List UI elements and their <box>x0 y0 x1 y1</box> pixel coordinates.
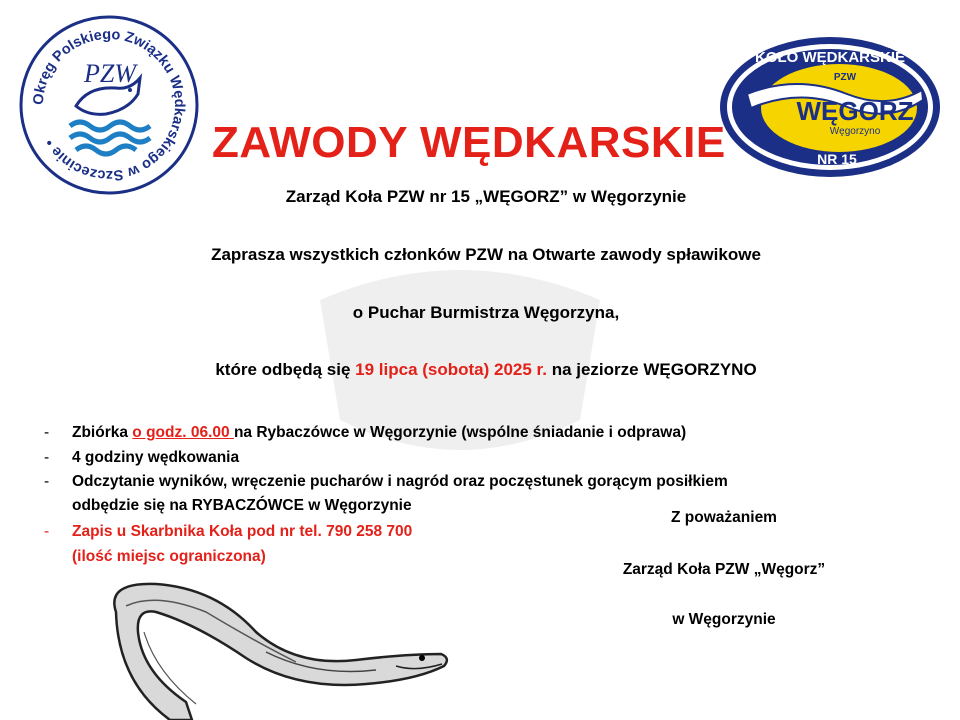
list-item-results-cont <box>72 497 412 515</box>
right-logo-pzw: PZW <box>833 72 857 83</box>
list-item-registration <box>44 523 413 541</box>
list-item-gathering <box>44 424 687 442</box>
line-invitation: Zaprasza wszystkich członków PZW na Otwarte zawody spławikowe <box>211 245 761 264</box>
list-item-duration <box>44 449 240 467</box>
signature-board: Zarząd Koła PZW „Węgorz” <box>622 561 826 578</box>
left-logo-monogram: PZW <box>84 59 136 88</box>
list-item-registration-note <box>72 548 266 566</box>
results-text: Odczytanie wyników, wręczenie pucharów i nagród oraz poczęstunek gorącym posiłkiem <box>72 473 728 490</box>
right-logo-top-text: KOŁO WĘDKARSKIE <box>755 49 905 66</box>
duration-text: 4 godziny wędkowania <box>72 449 240 466</box>
results-text-cont: odbędzie się na RYBACZÓWCE w Węgorzynie <box>72 497 412 514</box>
right-logo-name: WĘGORZ <box>796 96 914 126</box>
bullet-dash: - <box>44 424 50 441</box>
signature-greeting: Z poważaniem <box>671 509 777 526</box>
eel-illustration <box>96 572 456 720</box>
bullet-dash: - <box>44 473 50 490</box>
right-logo-town: Węgorzyno <box>829 126 881 137</box>
registration-note: (ilość miejsc ograniczona) <box>72 548 266 565</box>
date-highlight: 19 lipca (sobota) 2025 r. <box>355 360 547 379</box>
signature-location: w Węgorzynie <box>672 611 776 628</box>
registration-text: Zapis u Skarbnika Koła pod nr tel. 790 258 700 <box>72 523 413 540</box>
line-organizer: Zarząd Koła PZW nr 15 „WĘGORZ” w Węgorzynie <box>285 187 687 206</box>
list-item-results <box>44 473 728 491</box>
line-trophy: o Puchar Burmistrza Węgorzyna, <box>352 303 620 322</box>
left-logo-ring-text: Okręg Polskiego Związku Wędkarskiego w Szczecinie • <box>30 26 188 184</box>
right-logo-nr: NR 15 <box>817 151 857 167</box>
date-suffix: na jeziorze WĘGORZYNO <box>546 360 757 379</box>
bullet-dash: - <box>44 449 50 466</box>
bullet-dash: - <box>44 523 50 540</box>
gathering-prefix: Zbiórka <box>72 424 133 441</box>
gathering-rest: na Rybaczówce w Węgorzynie (wspólne śniadanie i odprawa) <box>233 424 687 441</box>
left-logo-emblem <box>18 14 200 196</box>
page-title: ZAWODY WĘDKARSKIE <box>212 118 726 167</box>
line-date <box>0 360 960 380</box>
gathering-time: o godz. 06.00 <box>132 424 234 441</box>
date-prefix: które odbędą się <box>215 360 356 379</box>
right-logo-emblem <box>717 34 943 180</box>
